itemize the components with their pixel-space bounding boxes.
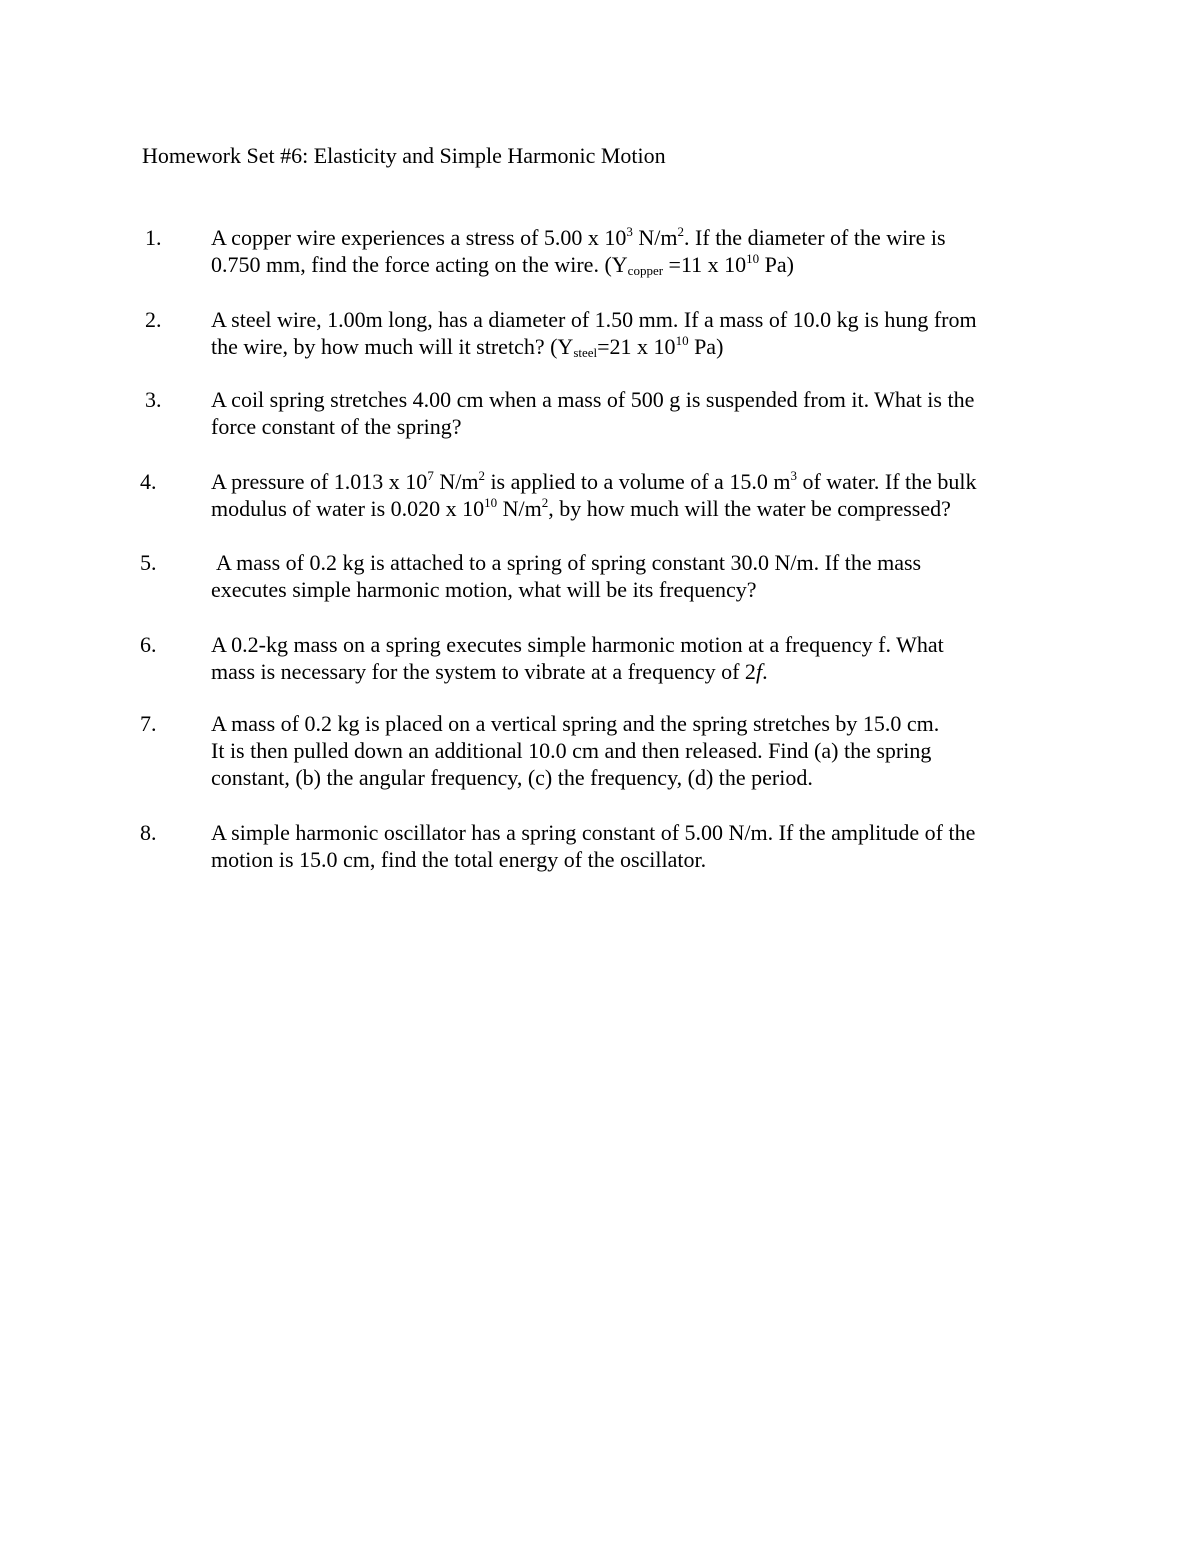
problem-number: 4. bbox=[140, 469, 157, 494]
problem-line: A coil spring stretches 4.00 cm when a mass of 500 g is suspended from it. What is the bbox=[211, 387, 975, 412]
problem-line: the wire, by how much will it stretch? ($Y_{steel}=21$ x $10^{10}$ Pa) bbox=[211, 333, 724, 360]
problem-text bbox=[211, 306, 1081, 360]
problem-number: 2. bbox=[145, 307, 162, 332]
problem-line: motion is 15.0 cm, find the total energy of the oscillator. bbox=[211, 847, 707, 872]
problem-line: constant, (b) the angular frequency, (c) the frequency, (d) the period. bbox=[211, 765, 813, 790]
problem-number: 6. bbox=[140, 632, 157, 657]
problem-number: 5. bbox=[140, 550, 157, 575]
problem-number: 8. bbox=[140, 820, 157, 845]
problem-line: force constant of the spring? bbox=[211, 414, 462, 439]
problem-line: modulus of water is 0.020 x $10^{10}$ $N/m^2$, by how much will the water be compressed? bbox=[211, 495, 951, 521]
problem-text bbox=[211, 819, 1081, 873]
document-title: Homework Set #6: Elasticity and Simple Harmonic Motion bbox=[142, 143, 666, 168]
problem-text bbox=[211, 386, 1081, 440]
problem-text bbox=[211, 710, 1081, 791]
problem-line: A mass of 0.2 kg is placed on a vertical spring and the spring stretches by 15.0 cm. bbox=[211, 711, 940, 736]
problem-line: A pressure of 1.013 x $10^7$ $N/m^2$ is applied to a volume of a 15.0 $m^3$ of water. If the bulk bbox=[211, 468, 977, 494]
problem-text bbox=[211, 224, 1081, 278]
problem-line: A steel wire, 1.00m long, has a diameter of 1.50 mm. If a mass of 10.0 kg is hung from bbox=[211, 307, 977, 332]
problem-text bbox=[211, 549, 1081, 603]
problem-line: A 0.2-kg mass on a spring executes simple harmonic motion at a frequency f. What bbox=[211, 632, 944, 657]
problem-line: executes simple harmonic motion, what will be its frequency? bbox=[211, 577, 757, 602]
problem-line: mass is necessary for the system to vibrate at a frequency of 2f. bbox=[211, 659, 768, 684]
problem-line: A copper wire experiences a stress of 5.00 x $10^3$ $N/m^2$. If the diameter of the wire is bbox=[211, 224, 946, 250]
problem-line: A mass of 0.2 kg is attached to a spring of spring constant 30.0 N/m. If the mass bbox=[216, 550, 922, 575]
problem-number: 3. bbox=[145, 387, 162, 412]
problem-line: It is then pulled down an additional 10.0 cm and then released. Find (a) the spring bbox=[211, 738, 932, 763]
problem-text bbox=[211, 631, 1081, 685]
problem-line: 0.750 mm, find the force acting on the wire. ($Y_{copper} =11$ x $10^{10}$ Pa) bbox=[211, 251, 794, 278]
problem-number: 1. bbox=[145, 225, 162, 250]
problem-number: 7. bbox=[140, 711, 157, 736]
problem-text bbox=[211, 468, 1081, 522]
problem-line: A simple harmonic oscillator has a spring constant of 5.00 N/m. If the amplitude of the bbox=[211, 820, 976, 845]
